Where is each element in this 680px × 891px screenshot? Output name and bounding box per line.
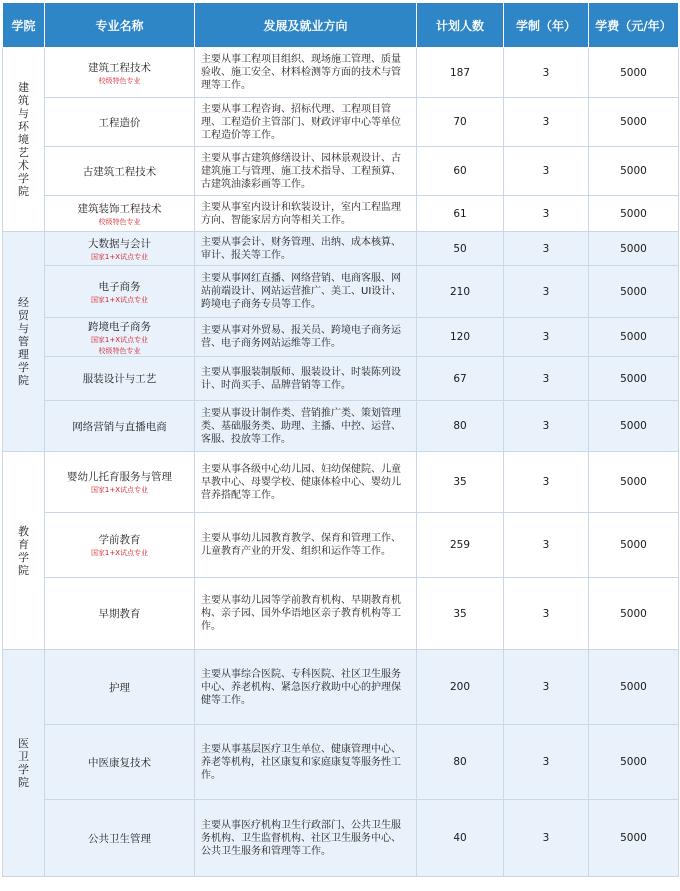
years-cell: 3 xyxy=(504,48,589,98)
header-college: 学院 xyxy=(3,3,45,48)
plan-cell: 120 xyxy=(417,318,504,357)
fee-cell: 5000 xyxy=(589,232,679,266)
fee-cell: 5000 xyxy=(589,650,679,725)
major-cell xyxy=(45,98,195,147)
fee-cell: 5000 xyxy=(589,513,679,578)
header-major: 专业名称 xyxy=(45,3,195,48)
plan-cell: 187 xyxy=(417,48,504,98)
major-cell xyxy=(45,196,195,232)
college-group xyxy=(3,452,679,650)
fee-cell: 5000 xyxy=(589,196,679,232)
major-name: 婴幼儿托育服务与管理 xyxy=(67,471,172,483)
years-cell: 3 xyxy=(504,650,589,725)
table-row xyxy=(3,266,679,318)
table-row xyxy=(3,357,679,401)
header-fee: 学费（元/年） xyxy=(589,3,679,48)
fee-cell: 5000 xyxy=(589,800,679,877)
years-cell: 3 xyxy=(504,357,589,401)
direction-cell: 主要从事综合医院、专科医院、社区卫生服务中心、养老机构、紧急医疗救助中心的护理保健等工作。 xyxy=(195,650,417,725)
major-name: 建筑工程技术 xyxy=(88,61,151,74)
table-row xyxy=(3,725,679,800)
major-cell xyxy=(45,48,195,98)
direction-cell: 主要从事服装制版师、服装设计、时装陈列设计、时尚买手、品牌营销等工作。 xyxy=(195,357,417,401)
years-cell: 3 xyxy=(504,578,589,650)
direction-cell: 主要从事网红直播、网络营销、电商客服、网站前端设计、网站运营推广、美工、UI设计、跨境电子商务专员等工作。 xyxy=(195,266,417,318)
major-cell xyxy=(45,232,195,266)
years-cell: 3 xyxy=(504,266,589,318)
years-cell: 3 xyxy=(504,452,589,513)
college-cell: 医卫学院 xyxy=(3,650,45,877)
table-row xyxy=(3,147,679,196)
direction-cell: 主要从事古建筑修缮设计、园林景观设计、古建筑施工与管理、施工技术指导、工程预算、古建筑油漆彩画等工作。 xyxy=(195,147,417,196)
major-name: 工程造价 xyxy=(98,116,141,129)
header-plan: 计划人数 xyxy=(417,3,504,48)
major-name: 跨境电子商务 xyxy=(88,320,151,333)
major-name: 中医康复技术 xyxy=(88,756,151,769)
plan-cell: 50 xyxy=(417,232,504,266)
direction-cell: 主要从事会计、财务管理、出纳、成本核算、审计、报关等工作。 xyxy=(195,232,417,266)
header-row xyxy=(3,3,679,48)
college-group xyxy=(3,48,679,232)
years-cell: 3 xyxy=(504,513,589,578)
major-tag: 国家1+X试点专业 xyxy=(90,335,149,344)
major-tag: 校级特色专业 xyxy=(98,76,141,85)
fee-cell: 5000 xyxy=(589,725,679,800)
plan-cell: 80 xyxy=(417,401,504,452)
fee-cell: 5000 xyxy=(589,147,679,196)
major-name: 大数据与会计 xyxy=(88,237,151,250)
direction-cell: 主要从事对外贸易、报关员、跨境电子商务运营、电子商务网站运维等工作。 xyxy=(195,318,417,357)
major-tag: 国家1+X试点专业 xyxy=(90,252,149,261)
major-name: 早期教育 xyxy=(98,608,141,620)
college-cell: 经贸与管理学院 xyxy=(3,232,45,452)
table-row xyxy=(3,452,679,513)
table-row xyxy=(3,98,679,147)
plan-cell: 210 xyxy=(417,266,504,318)
direction-cell: 主要从事工程咨询、招标代理、工程项目管理、工程造价主管部门、财政评审中心等单位工程造价等工作。 xyxy=(195,98,417,147)
major-cell xyxy=(45,147,195,196)
table-row xyxy=(3,513,679,578)
fee-cell: 5000 xyxy=(589,266,679,318)
table-row xyxy=(3,318,679,357)
major-cell xyxy=(45,401,195,452)
major-tag: 国家1+X试点专业 xyxy=(90,295,149,304)
major-name: 建筑装饰工程技术 xyxy=(77,202,162,215)
fee-cell: 5000 xyxy=(589,318,679,357)
major-cell xyxy=(45,513,195,578)
fee-cell: 5000 xyxy=(589,401,679,452)
enrollment-table xyxy=(2,2,679,877)
major-cell xyxy=(45,266,195,318)
table-row xyxy=(3,48,679,98)
plan-cell: 35 xyxy=(417,578,504,650)
major-cell xyxy=(45,725,195,800)
table-row xyxy=(3,800,679,877)
years-cell: 3 xyxy=(504,196,589,232)
college-group xyxy=(3,232,679,452)
header-direction: 发展及就业方向 xyxy=(195,3,417,48)
table-row xyxy=(3,401,679,452)
major-tag: 国家1+X试点专业 xyxy=(90,549,149,557)
major-tag: 国家1+X试点专业 xyxy=(90,486,149,494)
header-years: 学制（年） xyxy=(504,3,589,48)
years-cell: 3 xyxy=(504,800,589,877)
years-cell: 3 xyxy=(504,318,589,357)
years-cell: 3 xyxy=(504,98,589,147)
major-cell xyxy=(45,578,195,650)
major-cell xyxy=(45,318,195,357)
years-cell: 3 xyxy=(504,147,589,196)
direction-cell: 主要从事各级中心幼儿园、妇幼保健院、儿童早教中心、母婴学校、健康体检中心、婴幼儿营养搭配等工作。 xyxy=(195,452,417,513)
years-cell: 3 xyxy=(504,725,589,800)
major-cell xyxy=(45,452,195,513)
plan-cell: 35 xyxy=(417,452,504,513)
table-row xyxy=(3,578,679,650)
fee-cell: 5000 xyxy=(589,578,679,650)
fee-cell: 5000 xyxy=(589,357,679,401)
table-row xyxy=(3,232,679,266)
plan-cell: 40 xyxy=(417,800,504,877)
plan-cell: 200 xyxy=(417,650,504,725)
major-name: 公共卫生管理 xyxy=(88,832,151,845)
plan-cell: 61 xyxy=(417,196,504,232)
plan-cell: 70 xyxy=(417,98,504,147)
major-name: 电子商务 xyxy=(98,280,141,293)
college-cell: 建筑与环境艺术学院 xyxy=(3,48,45,232)
direction-cell: 主要从事医疗机构卫生行政部门、公共卫生服务机构、卫生监督机构、社区卫生服务中心、公共卫生服务和管理等工作。 xyxy=(195,800,417,877)
college-cell: 教育学院 xyxy=(3,452,45,650)
years-cell: 3 xyxy=(504,232,589,266)
fee-cell: 5000 xyxy=(589,48,679,98)
college-group xyxy=(3,650,679,877)
major-name: 服装设计与工艺 xyxy=(82,373,157,385)
direction-cell: 主要从事室内设计和软装设计，室内工程监理方向、智能家居方向等相关工作。 xyxy=(195,196,417,232)
direction-cell: 主要从事设计制作类、营销推广类、策划管理类、基础服务类、助理、主播、中控、运营、客服、投放等工作。 xyxy=(195,401,417,452)
major-cell xyxy=(45,800,195,877)
direction-cell: 主要从事工程项目组织、现场施工管理、质量验收、施工安全、材料检测等方面的技术与管理等工作。 xyxy=(195,48,417,98)
plan-cell: 80 xyxy=(417,725,504,800)
major-cell xyxy=(45,650,195,725)
major-name: 护理 xyxy=(109,681,130,694)
direction-cell: 主要从事幼儿园等学前教育机构、早期教育机构、亲子园、国外华语地区亲子教育机构等工作。 xyxy=(195,578,417,650)
years-cell: 3 xyxy=(504,401,589,452)
major-name: 学前教育 xyxy=(98,534,141,546)
plan-cell: 67 xyxy=(417,357,504,401)
major-name: 网络营销与直播电商 xyxy=(72,420,167,433)
fee-cell: 5000 xyxy=(589,98,679,147)
plan-cell: 259 xyxy=(417,513,504,578)
direction-cell: 主要从事幼儿园教育教学、保育和管理工作、儿童教育产业的开发、组织和运作等工作。 xyxy=(195,513,417,578)
major-cell xyxy=(45,357,195,401)
fee-cell: 5000 xyxy=(589,452,679,513)
table-row xyxy=(3,650,679,725)
major-tag: 校级特色专业 xyxy=(98,346,141,355)
major-tag: 校级特色专业 xyxy=(98,217,141,226)
major-name: 古建筑工程技术 xyxy=(82,165,157,178)
plan-cell: 60 xyxy=(417,147,504,196)
direction-cell: 主要从事基层医疗卫生单位、健康管理中心、养老等机构，社区康复和家庭康复等服务性工作。 xyxy=(195,725,417,800)
table-row xyxy=(3,196,679,232)
